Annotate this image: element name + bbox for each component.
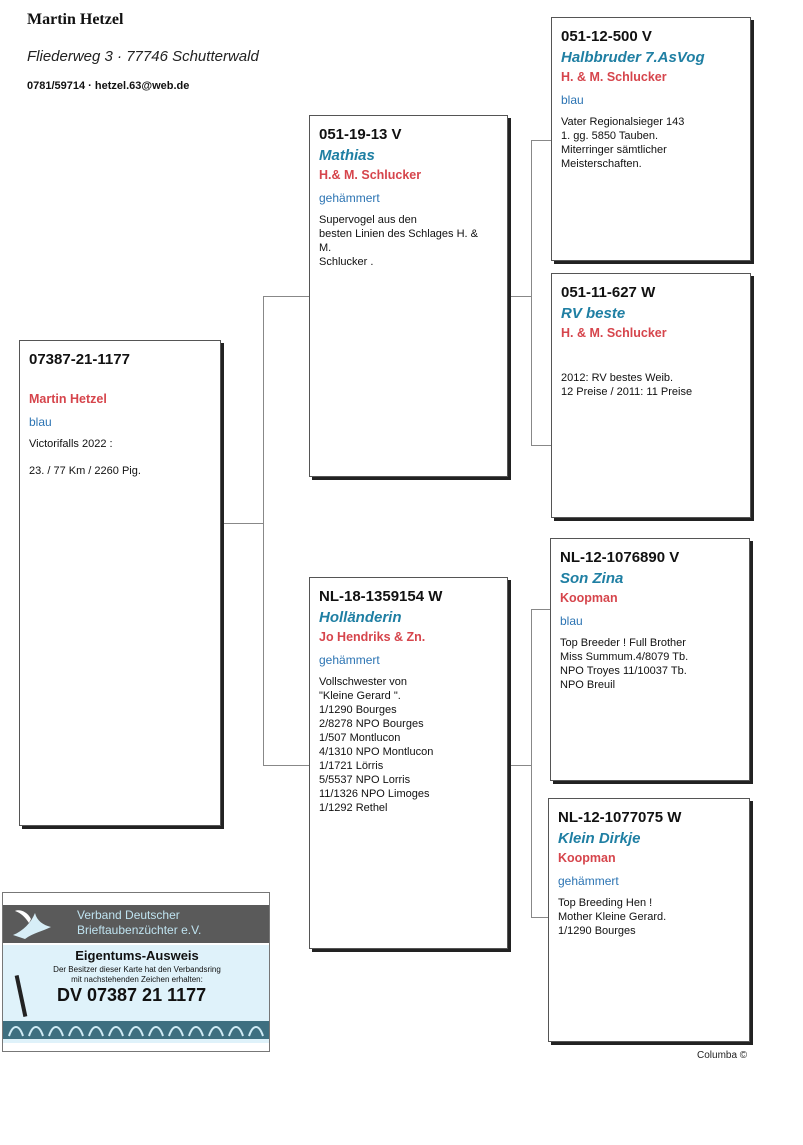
father-father-breeder: H. & M. Schlucker [561,70,667,84]
mother-mother-card [548,798,750,1042]
father-father-card [551,17,751,261]
father-father-note: Meisterschaften. [561,158,642,170]
mother-ring: NL-18-1359154 W [319,588,443,605]
card-ring-number: DV 07387 21 1177 [57,985,207,1005]
connector-line [531,140,532,445]
father-note: besten Linien des Schlages H. & [319,228,478,240]
father-mother-card [551,273,751,518]
card-body [3,945,270,1043]
connector-line [263,765,309,766]
mother-note: 1/507 Montlucon [319,732,401,744]
connector-line [531,609,532,917]
father-father-note: 1. gg. 5850 Tauben. [561,130,659,142]
connector-line [508,765,531,766]
mother-mother-note: Mother Kleine Gerard. [558,911,667,923]
father-mother-note: 12 Preise / 2011: 11 Preise [561,386,693,398]
mother-breeder: Jo Hendriks & Zn. [319,630,426,644]
mother-father-name: Son Zina [560,570,624,587]
father-mother-color [561,349,742,363]
mother-mother-ring: NL-12-1077075 W [558,809,682,826]
dove-logo-icon [9,905,55,943]
father-mother-ring: 051-11-627 W [561,284,656,301]
pigeon-ring: 07387-21-1177 [29,351,130,368]
father-father-note: Vater Regionalsieger 143 [561,116,685,128]
mother-father-note: Top Breeder ! Full Brother [560,637,686,649]
mother-color: gehämmert [319,653,380,667]
mother-mother-note: 1/1290 Bourges [558,925,636,937]
father-mother-name: RV beste [561,305,626,322]
mother-mother-name: Klein Dirkje [558,830,641,847]
mother-father-note: NPO Troyes 11/10037 Tb. [560,665,687,677]
owner-contact: 0781/59714 · hetzel.63@web.de [27,80,190,92]
ownership-card [2,892,270,1052]
father-father-ring: 051-12-500 V [561,28,652,45]
owner-address: Fliederweg 3 · 77746 Schutterwald [27,48,259,65]
card-text-line: mit nachstehenden Zeichen erhalten: [71,975,203,984]
father-breeder: H.& M. Schlucker [319,168,422,182]
mother-note: 2/8278 NPO Bourges [319,718,424,730]
mother-note: 4/1310 NPO Montlucon [319,746,434,758]
card-text-line: Der Besitzer dieser Karte hat den Verbandsring [53,965,221,974]
connector-line [263,296,264,765]
father-father-name: Halbbruder 7.AsVog [561,49,705,66]
pigeon-note: 23. / 77 Km / 2260 Pig. [29,465,141,477]
mother-note: 1/1292 Rethel [319,802,388,814]
father-name: Mathias [319,147,375,164]
connector-line [508,296,531,297]
card-org-line: Brieftaubenzüchter e.V. [77,923,202,937]
connector-line [221,523,263,524]
father-mother-note: 2012: RV bestes Weib. [561,372,674,384]
father-father-note: Miterringer sämtlicher [561,144,667,156]
pigeon-breeder: Martin Hetzel [29,392,107,406]
mother-father-color: blau [560,614,583,628]
father-note: Schlucker . [319,256,374,268]
connector-line [531,609,551,610]
mother-note: 1/1721 Lörris [319,760,384,772]
owner-name: Martin Hetzel [27,11,124,28]
card-org-line: Verband Deutscher [77,908,180,922]
mother-father-card [550,538,750,781]
father-father-color: blau [561,93,584,107]
father-card [309,115,508,477]
copyright: Columba © [697,1050,748,1061]
mother-name: Holländerin [319,609,402,626]
father-mother-breeder: H. & M. Schlucker [561,326,667,340]
pigeon-note: Victorifalls 2022 : [29,438,113,450]
mother-father-breeder: Koopman [560,591,618,605]
mother-note: 1/1290 Bourges [319,704,397,716]
father-note: Supervogel aus den [319,214,417,226]
connector-line [263,296,309,297]
connector-line [531,140,551,141]
mother-note: "Kleine Gerard ". [319,690,401,702]
mother-card [309,577,508,949]
pigeon-card [19,340,221,826]
mother-father-note: NPO Breuil [560,679,616,691]
mother-note: 11/1326 NPO Limoges [319,788,430,800]
connector-line [531,445,551,446]
mother-mother-color: gehämmert [558,874,619,888]
mother-mother-note: Top Breeding Hen ! [558,897,653,909]
ornament-band-icon [3,1021,270,1039]
mother-mother-breeder: Koopman [558,851,616,865]
mother-father-note: Miss Summum.4/8079 Tb. [560,651,689,663]
mother-father-ring: NL-12-1076890 V [560,549,680,566]
mother-note: Vollschwester von [319,676,408,688]
pigeon-color: blau [29,415,52,429]
card-title: Eigentums-Ausweis [75,948,199,963]
father-note: M. [319,242,332,254]
father-color: gehämmert [319,191,380,205]
mother-note: 5/5537 NPO Lorris [319,774,411,786]
father-ring: 051-19-13 V [319,126,402,143]
card-header [3,905,270,943]
